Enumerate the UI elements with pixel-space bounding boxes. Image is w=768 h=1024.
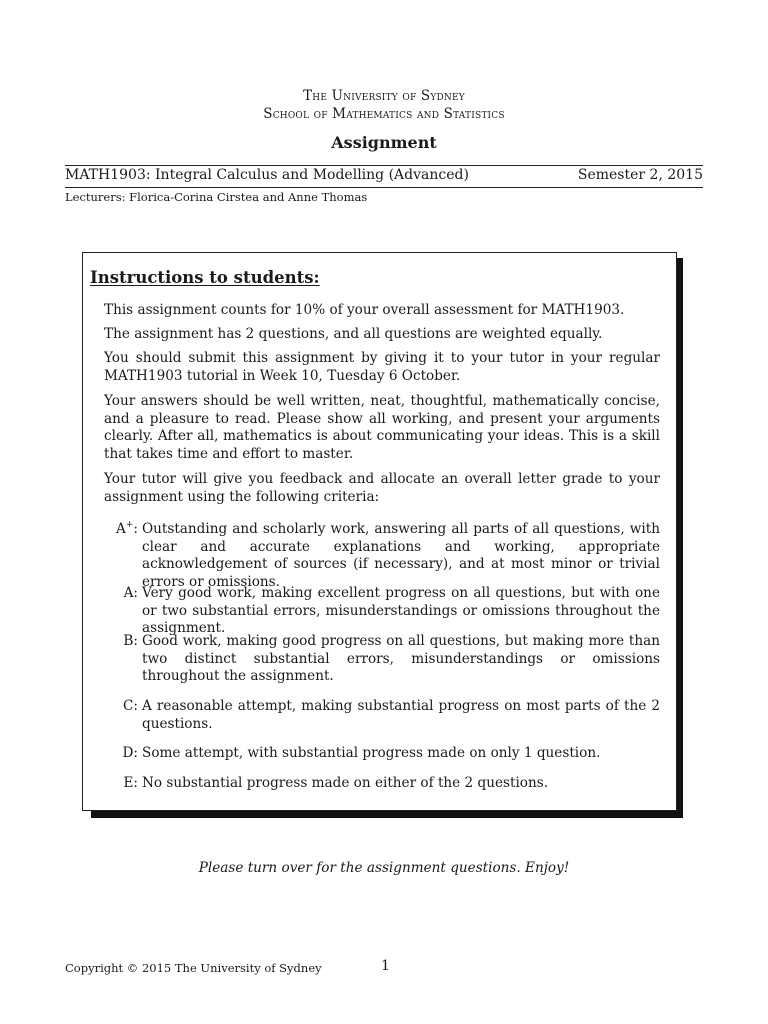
grade-description: A reasonable attempt, making substantial progress on most parts of the 2 questions. [142, 698, 660, 732]
grade-description: Outstanding and scholarly work, answering all parts of all questions, with clear and accurate explanations and working, appropriate acknowledgement of sources (if necessary), and at most minor or trivial errors or omissions. [142, 521, 660, 590]
instructions-heading: Instructions to students: [90, 268, 320, 287]
page-number: 1 [381, 958, 390, 974]
instruction-paragraph: The assignment has 2 questions, and all questions are weighted equally. [104, 326, 603, 342]
grade-letter: A: [123, 585, 138, 601]
instruction-paragraph: You should submit this assignment by giving it to your tutor in your regular MATH1903 tutorial in Week 10, Tuesday 6 October. [104, 350, 660, 384]
school-name: School of Mathematics and Statistics [263, 106, 505, 122]
instruction-paragraph: Your tutor will give you feedback and allocate an overall letter grade to your assignment using the following criteria: [104, 471, 660, 505]
header-bottom-rule [65, 187, 703, 188]
lecturers-line: Lecturers: Florica-Corina Cirstea and Anne Thomas [65, 190, 368, 204]
instructions-box [82, 252, 677, 811]
grade-letter: B: [123, 633, 138, 649]
document-title: Assignment [331, 133, 437, 152]
grade-superscript: + [125, 520, 134, 530]
header-top-rule [65, 165, 703, 166]
turnover-note: Please turn over for the assignment questions. Enjoy! [198, 860, 570, 876]
grade-description: Good work, making good progress on all questions, but making more than two distinct substantial errors, misunderstandings or omissions throughout the assignment. [142, 633, 660, 685]
semester: Semester 2, 2015 [577, 167, 703, 183]
grade-letter: A+: [116, 520, 138, 537]
university-name: The University of Sydney [303, 88, 465, 104]
grade-letter: D: [122, 745, 138, 761]
grade-description: No substantial progress made on either of the 2 questions. [142, 775, 549, 791]
course-row [65, 167, 703, 183]
grade-description: Very good work, making excellent progress on all questions, but with one or two substantial errors, misunderstandings or omissions throughout the assignment. [142, 585, 660, 637]
grade-letter: E: [123, 775, 138, 791]
instruction-paragraph: Your answers should be well written, neat, thoughtful, mathematically concise, and a pleasure to read. Please show all working, and present your arguments clearly. After all, mathematics is about communicating your ideas. This is a skill that takes time and effort to master. [104, 393, 660, 462]
course-name: MATH1903: Integral Calculus and Modelling (Advanced) [65, 167, 469, 183]
instruction-paragraph: This assignment counts for 10% of your overall assessment for MATH1903. [104, 302, 625, 318]
grade-letter: C: [123, 698, 138, 714]
grade-description: Some attempt, with substantial progress made on only 1 question. [142, 745, 601, 761]
copyright-notice: Copyright © 2015 The University of Sydney [65, 961, 322, 975]
